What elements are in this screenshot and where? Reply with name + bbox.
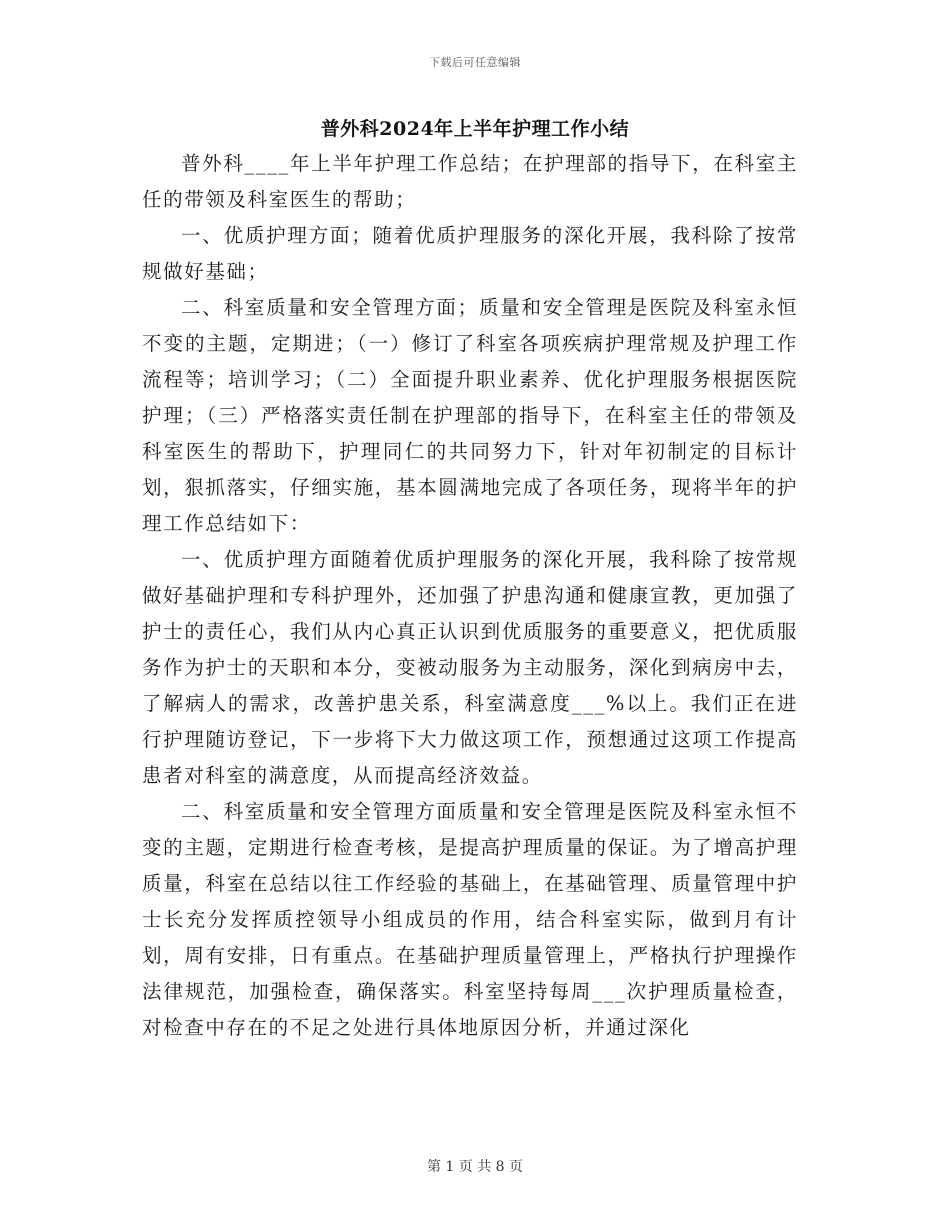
page-number: 第 1 页 共 8 页 — [426, 1159, 524, 1175]
header-note: 下载后可任意编辑 — [429, 56, 521, 69]
paragraph-intro: 普外科____年上半年护理工作总结；在护理部的指导下，在科室主任的带领及科室医生的帮助； — [142, 152, 798, 211]
paragraph-quality-care-detail: 一、优质护理方面随着优质护理服务的深化开展，我科除了按常规做好基础护理和专科护理外，还加强了护患沟通和健康宣教，更加强了护士的责任心，我们从内心真正认识到优质服务的重要意义，把优质服务作为护士的天职和本分，变被动服务为主动服务，深化到病房中去，了解病人的需求，改善护患关系，科室满意度___%以上。我们正在进行护理随访登记，下一步将下大力做这项工作，预想通过这项工作提高患者对科室的满意度，从而提高经济效益。 — [142, 548, 798, 787]
paragraph-safety-management-summary: 二、科室质量和安全管理方面；质量和安全管理是医院及科室永恒不变的主题，定期进；（一）修订了科室各项疾病护理常规及护理工作流程等；培训学习；（二）全面提升职业素养、优化护理服务根据医院护理；（三）严格落实责任制在护理部的指导下，在科室主任的带领及科室医生的帮助下，护理同仁的共同努力下，针对年初制定的目标计划，狠抓落实，仔细实施，基本圆满地完成了各项任务，现将半年的护理工作总结如下： — [142, 296, 798, 535]
paragraph-quality-care-summary: 一、优质护理方面；随着优质护理服务的深化开展，我科除了按常规做好基础； — [142, 224, 798, 283]
document-title: 普外科2024年上半年护理工作小结 — [320, 118, 630, 140]
document-body — [142, 146, 798, 1046]
paragraph-safety-management-detail: 二、科室质量和安全管理方面质量和安全管理是医院及科室永恒不变的主题，定期进行检查考核，是提高护理质量的保证。为了增高护理质量，科室在总结以往工作经验的基础上，在基础管理、质量管理中护士长充分发挥质控领导小组成员的作用，结合科室实际，做到月有计划，周有安排，日有重点。在基础护理质量管理上，严格执行护理操作法律规范，加强检查，确保落实。科室坚持每周___次护理质量检查，对检查中存在的不足之处进行具体地原因分析，并通过深化 — [142, 800, 798, 1039]
